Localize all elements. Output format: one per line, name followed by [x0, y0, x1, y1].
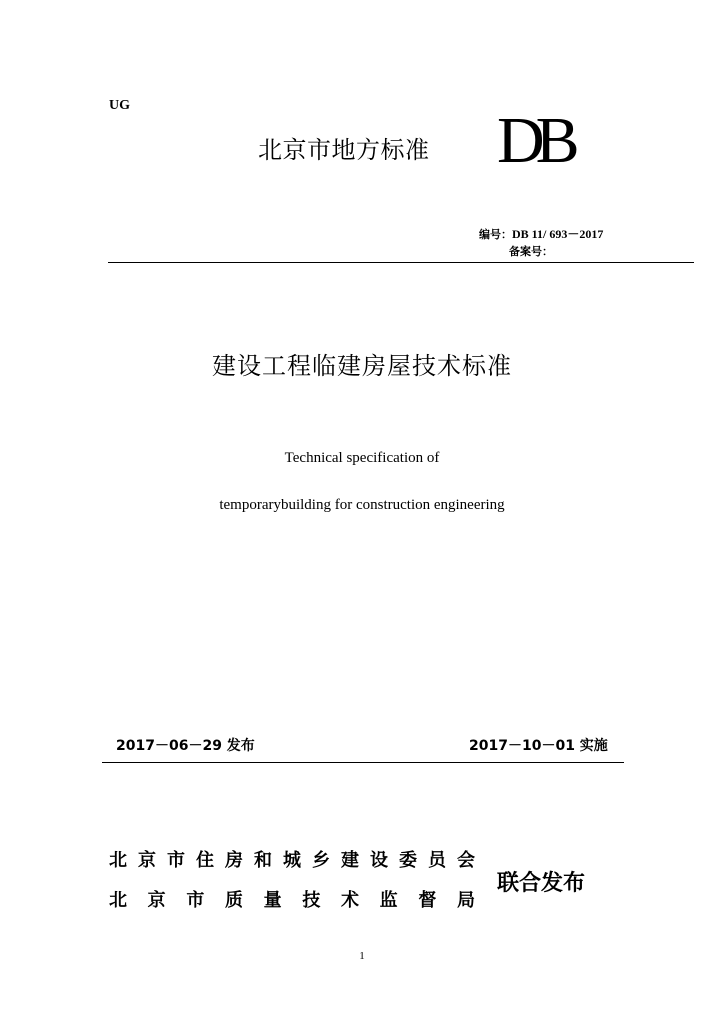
db-logo: DB	[497, 104, 571, 177]
issuer-quality-bureau: 北 京 市 质 量 技 术 监 督 局	[109, 890, 475, 911]
document-title-chinese: 建设工程临建房屋技术标准	[212, 352, 512, 380]
publish-date: 2017－06－29 发布	[116, 738, 255, 754]
category-code: UG	[109, 98, 130, 113]
implement-date: 2017－10－01 实施	[469, 738, 608, 754]
header-divider	[108, 262, 694, 263]
document-title-english-line2: temporarybuilding for construction engineering	[219, 497, 505, 513]
issuer-housing-commission: 北 京 市 住 房 和 城 乡 建 设 委 员 会	[109, 850, 475, 871]
standard-code	[479, 225, 603, 242]
record-number-label: 备案号：	[509, 245, 553, 258]
standard-code-label: 编号：	[479, 228, 512, 241]
document-title-english-line1: Technical specification of	[284, 450, 440, 466]
joint-issue-label: 联合发布	[497, 871, 586, 896]
page-number: 1	[359, 950, 365, 962]
standard-code-value: DB 11/ 693－2017	[512, 227, 604, 241]
date-divider	[102, 762, 624, 763]
standard-type: 北京市地方标准	[258, 136, 430, 164]
